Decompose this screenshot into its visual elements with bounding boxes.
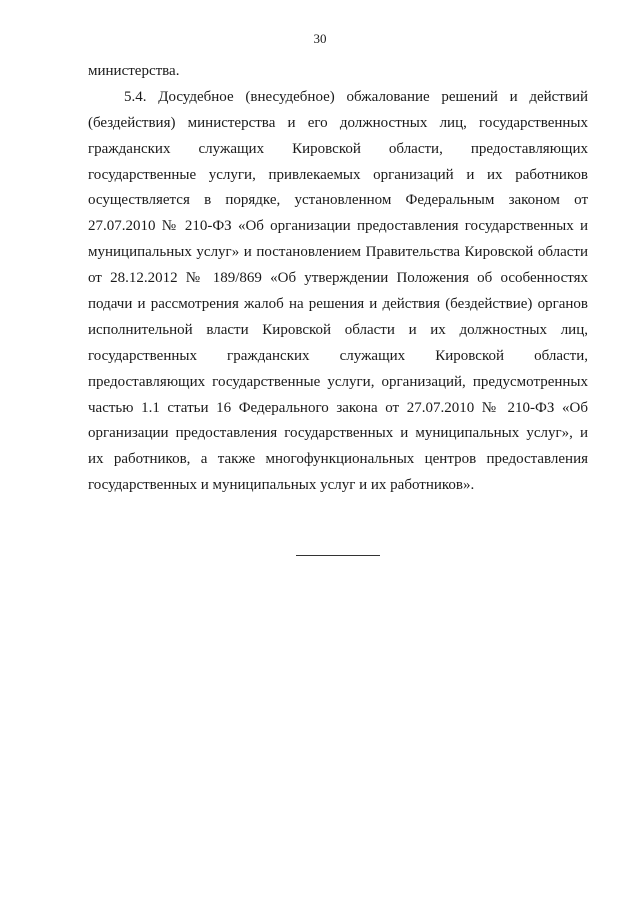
text-line: государственные услуги, привлекаемых организаций и их работников [88, 166, 588, 183]
text-line: муниципальных услуг» и постановлением Правительства Кировской области [88, 244, 588, 261]
text-line: государственных и муниципальных услуг и их работников». [88, 477, 475, 494]
text-line: предоставляющих государственные услуги, организаций, предусмотренных [88, 373, 588, 390]
text-line: 27.07.2010 № 210-ФЗ «Об организации предоставления государственных и [88, 218, 588, 235]
document-body [88, 61, 588, 501]
text-line: их работников, а также многофункциональных центров предоставления [88, 451, 588, 468]
text-line: осуществляется в порядке, установленном Федеральным законом от [88, 192, 588, 209]
text-line: исполнительной власти Кировской области и их должностных лиц, [88, 321, 588, 338]
text-line: министерства. [88, 63, 180, 79]
text-line: подачи и рассмотрения жалоб на решения и действия (бездействие) органов [88, 296, 588, 313]
text-line: государственных гражданских служащих Кировской области, [88, 347, 588, 364]
text-line: организации предоставления государственных и муниципальных услуг», и [88, 425, 588, 442]
separator-line [296, 555, 380, 556]
text-line: гражданских служащих Кировской области, предоставляющих [88, 140, 588, 157]
text-line: от 28.12.2012 № 189/869 «Об утверждении Положения об особенностях [88, 270, 588, 287]
page-number: 30 [313, 31, 327, 46]
text-line: (бездействия) министерства и его должностных лиц, государственных [88, 114, 588, 131]
text-line: частью 1.1 статьи 16 Федерального закона от 27.07.2010 № 210-ФЗ «Об [88, 399, 588, 416]
text-line: 5.4. Досудебное (внесудебное) обжалование решений и действий [124, 88, 588, 105]
